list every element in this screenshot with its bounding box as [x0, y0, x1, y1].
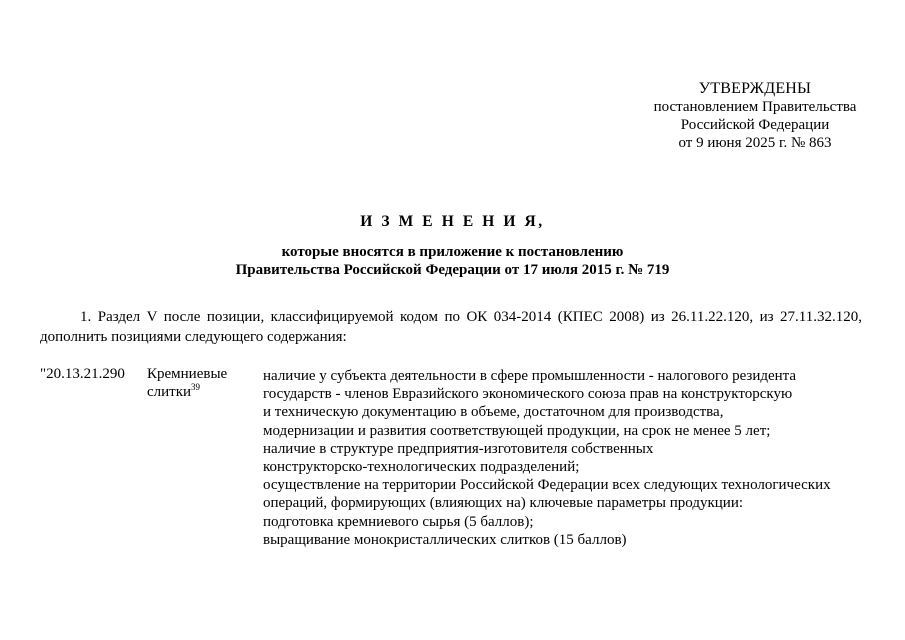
intro-line-2: дополнить позициями следующего содержания:: [40, 329, 347, 345]
intro-paragraph: [40, 307, 862, 347]
requirement-line: конструкторско-технологических подразделений;: [263, 459, 580, 476]
approval-heading: УТВЕРЖДЕНЫ: [698, 80, 812, 97]
title-main: И З М Е Н Е Н И Я,: [360, 213, 545, 230]
approval-line-3: от 9 июня 2025 г. № 863: [678, 135, 832, 151]
requirement-line: и техническую документацию в объеме, достаточном для производства,: [263, 404, 724, 421]
product-name-line-2: [147, 383, 257, 401]
requirement-line: подготовка кремниевого сырья (5 баллов);: [263, 513, 534, 530]
approval-line-1: постановлением Правительства: [653, 99, 857, 115]
requirement-line: осуществление на территории Российской Федерации всех следующих технологических: [263, 477, 831, 494]
intro-line-1: 1. Раздел V после позиции, классифицируемой кодом по ОК 034-2014 (КПЕС 2008) из 26.11.22.120, из 27.11.32.120,: [80, 309, 862, 325]
requirement-line: операций, формирующих (влияющих на) ключевые параметры продукции:: [263, 495, 744, 512]
product-name-line-2-text: слитки: [147, 384, 192, 400]
approval-line-2: Российской Федерации: [680, 117, 830, 133]
requirement-line: модернизации и развития соответствующей продукции, на срок не менее 5 лет;: [263, 422, 771, 439]
footnote-marker: 39: [191, 382, 201, 392]
requirement-line: государств - членов Евразийского экономического союза прав на конструкторскую: [263, 386, 793, 403]
product-name-line-1: Кремниевые: [147, 366, 228, 382]
title-subtitle-line-1: которые вносятся в приложение к постановлению: [281, 244, 624, 260]
approval-stamp: [600, 80, 905, 152]
requirement-line: выращивание монокристаллических слитков (15 баллов): [263, 531, 627, 548]
product-name: [147, 365, 257, 401]
requirements-list: [263, 367, 863, 549]
requirement-line: наличие в структуре предприятия-изготовителя собственных: [263, 440, 654, 457]
document-title: [0, 212, 905, 279]
requirement-line: наличие у субъекта деятельности в сфере промышленности - налогового резидента: [263, 368, 797, 384]
title-subtitle-line-2: Правительства Российской Федерации от 17 июля 2015 г. № 719: [235, 262, 670, 278]
classification-code: "20.13.21.290: [40, 366, 125, 382]
